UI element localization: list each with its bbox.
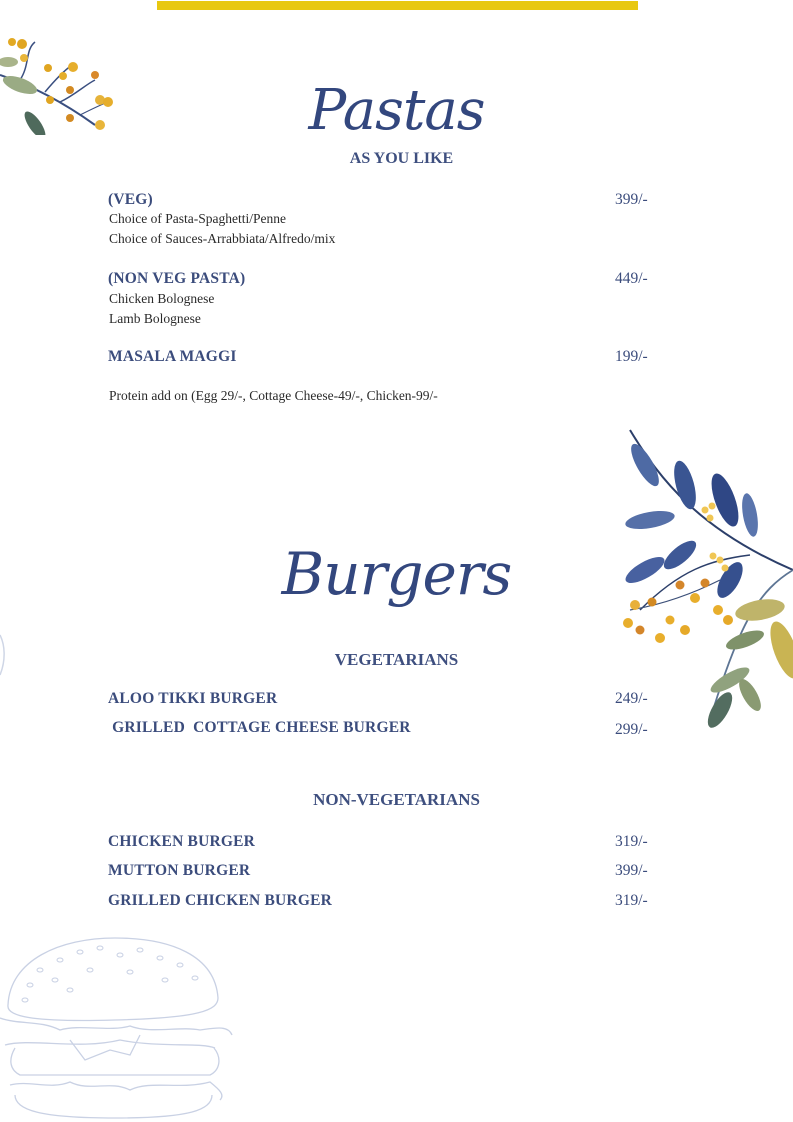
menu-item-aloo-tikki-burger: ALOO TIKKI BURGER	[108, 690, 278, 707]
price-non-veg-pasta: 449/-	[615, 270, 648, 287]
menu-item-non-veg-pasta: (NON VEG PASTA)	[108, 270, 246, 287]
menu-item-grilled-chicken-burger: GRILLED CHICKEN BURGER	[108, 892, 333, 909]
menu-item-veg-pasta: (VEG)	[108, 191, 153, 208]
protein-addon-note: Protein add on (Egg 29/-, Cottage Cheese-49/-, Chicken-99/-	[109, 388, 438, 403]
price-grilled-cottage-cheese-burger: 299/-	[615, 721, 648, 738]
top-accent-bar	[157, 1, 638, 10]
menu-item-grilled-cottage-cheese-burger: GRILLED COTTAGE CHEESE BURGER	[108, 719, 411, 736]
pastas-subtitle: AS YOU LIKE	[349, 150, 454, 167]
menu-item-chicken-burger: CHICKEN BURGER	[108, 833, 256, 850]
price-mutton-burger: 399/-	[615, 862, 648, 879]
menu-item-mutton-burger: MUTTON BURGER	[108, 862, 251, 879]
menu-item-masala-maggi: MASALA MAGGI	[108, 348, 237, 365]
burger-sketch-icon	[0, 930, 240, 1122]
vegetarians-heading: VEGETARIANS	[334, 650, 459, 669]
price-veg-pasta: 399/-	[615, 191, 648, 208]
price-chicken-burger: 319/-	[615, 833, 648, 850]
price-masala-maggi: 199/-	[615, 348, 648, 365]
item-detail: Chicken Bolognese	[109, 291, 215, 306]
non-vegetarians-heading: NON-VEGETARIANS	[313, 790, 480, 809]
burgers-title: Burgers	[281, 540, 512, 608]
item-detail: Choice of Pasta-Spaghetti/Penne	[109, 211, 286, 226]
price-grilled-chicken-burger: 319/-	[615, 892, 648, 909]
pastas-title: Pastas	[308, 78, 485, 143]
price-aloo-tikki-burger: 249/-	[615, 690, 648, 707]
item-detail: Lamb Bolognese	[109, 311, 201, 326]
item-detail: Choice of Sauces-Arrabbiata/Alfredo/mix	[109, 231, 336, 246]
